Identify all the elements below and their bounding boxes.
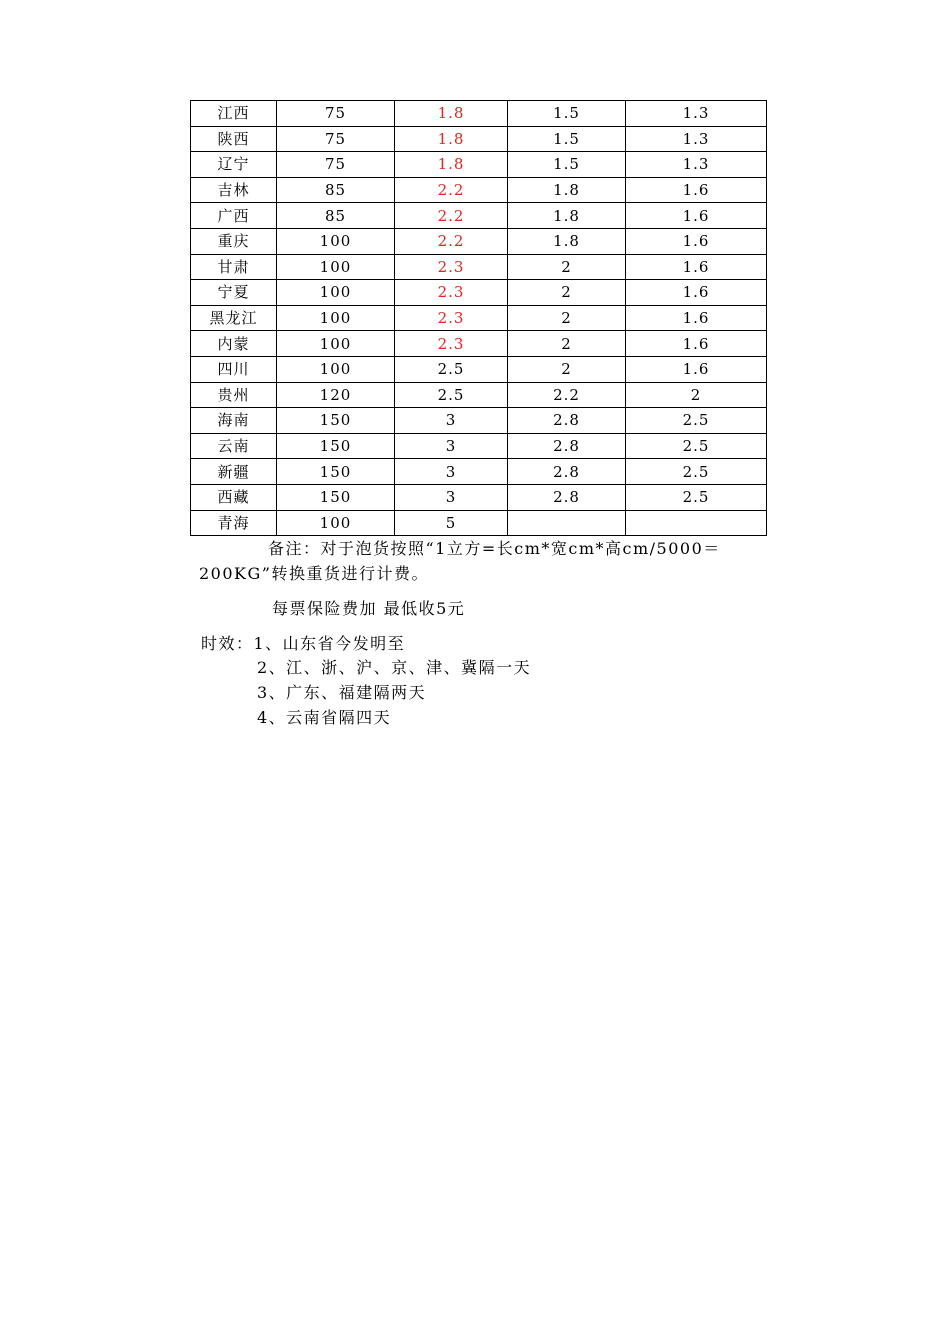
rate-cell-a: 3 bbox=[395, 459, 508, 485]
timing-line-2: 2、江、浙、沪、京、津、冀隔一天 bbox=[257, 658, 532, 677]
rate-cell-c: 1.6 bbox=[626, 203, 767, 229]
rate-cell-b: 2 bbox=[508, 356, 626, 382]
rate-cell-b: 1.5 bbox=[508, 126, 626, 152]
first-weight-cell: 100 bbox=[277, 331, 395, 357]
rate-cell-b: 2.2 bbox=[508, 382, 626, 408]
first-weight-cell: 75 bbox=[277, 152, 395, 178]
rate-cell-c: 1.6 bbox=[626, 177, 767, 203]
rate-cell-a: 1.8 bbox=[395, 126, 508, 152]
province-cell: 海南 bbox=[191, 408, 277, 434]
province-cell: 江西 bbox=[191, 101, 277, 127]
rate-cell-b: 2 bbox=[508, 331, 626, 357]
table-row bbox=[191, 331, 767, 357]
table-row bbox=[191, 408, 767, 434]
table-row bbox=[191, 433, 767, 459]
province-cell: 辽宁 bbox=[191, 152, 277, 178]
rate-cell-a: 1.8 bbox=[395, 101, 508, 127]
rate-cell-a: 2.2 bbox=[395, 228, 508, 254]
rate-cell-c: 1.6 bbox=[626, 356, 767, 382]
province-cell: 甘肃 bbox=[191, 254, 277, 280]
table-row bbox=[191, 280, 767, 306]
rate-cell-b: 2.8 bbox=[508, 408, 626, 434]
rate-cell-c: 1.3 bbox=[626, 126, 767, 152]
table-row bbox=[191, 510, 767, 536]
rate-cell-c: 1.6 bbox=[626, 228, 767, 254]
rate-cell-a: 3 bbox=[395, 484, 508, 510]
first-weight-cell: 150 bbox=[277, 484, 395, 510]
table-row bbox=[191, 459, 767, 485]
rate-cell-b: 2 bbox=[508, 305, 626, 331]
rate-cell-a: 5 bbox=[395, 510, 508, 536]
first-weight-cell: 100 bbox=[277, 280, 395, 306]
first-weight-cell: 85 bbox=[277, 203, 395, 229]
rate-cell-a: 2.5 bbox=[395, 356, 508, 382]
rate-cell-b bbox=[508, 510, 626, 536]
table-row bbox=[191, 228, 767, 254]
rate-cell-a: 2.3 bbox=[395, 254, 508, 280]
province-cell: 贵州 bbox=[191, 382, 277, 408]
rate-cell-a: 2.2 bbox=[395, 203, 508, 229]
first-weight-cell: 75 bbox=[277, 101, 395, 127]
timing-line-4: 4、云南省隔四天 bbox=[257, 708, 392, 727]
rate-cell-a: 2.3 bbox=[395, 280, 508, 306]
first-weight-cell: 120 bbox=[277, 382, 395, 408]
rate-cell-b: 2 bbox=[508, 254, 626, 280]
first-weight-cell: 75 bbox=[277, 126, 395, 152]
province-cell: 四川 bbox=[191, 356, 277, 382]
province-cell: 广西 bbox=[191, 203, 277, 229]
first-weight-cell: 150 bbox=[277, 459, 395, 485]
first-weight-cell: 100 bbox=[277, 254, 395, 280]
table-row bbox=[191, 305, 767, 331]
rate-cell-a: 2.2 bbox=[395, 177, 508, 203]
rate-cell-b: 1.8 bbox=[508, 177, 626, 203]
rate-cell-c: 2.5 bbox=[626, 484, 767, 510]
first-weight-cell: 85 bbox=[277, 177, 395, 203]
first-weight-cell: 100 bbox=[277, 510, 395, 536]
rate-cell-b: 2.8 bbox=[508, 433, 626, 459]
rate-cell-c: 1.6 bbox=[626, 331, 767, 357]
province-cell: 陕西 bbox=[191, 126, 277, 152]
timing-line-1: 时效：1、山东省今发明至 bbox=[201, 634, 406, 653]
table-row bbox=[191, 203, 767, 229]
rate-cell-b: 1.5 bbox=[508, 152, 626, 178]
rate-table bbox=[190, 100, 767, 536]
insurance-note: 每票保险费加 最低收5元 bbox=[272, 599, 466, 618]
rate-cell-b: 1.5 bbox=[508, 101, 626, 127]
first-weight-cell: 100 bbox=[277, 305, 395, 331]
province-cell: 重庆 bbox=[191, 228, 277, 254]
rate-cell-a: 2.3 bbox=[395, 305, 508, 331]
first-weight-cell: 150 bbox=[277, 408, 395, 434]
table-row bbox=[191, 126, 767, 152]
table-row bbox=[191, 382, 767, 408]
province-cell: 内蒙 bbox=[191, 331, 277, 357]
rate-cell-c bbox=[626, 510, 767, 536]
rate-cell-c: 1.6 bbox=[626, 305, 767, 331]
rate-table-body bbox=[191, 101, 767, 536]
rate-cell-a: 1.8 bbox=[395, 152, 508, 178]
province-cell: 新疆 bbox=[191, 459, 277, 485]
table-row bbox=[191, 177, 767, 203]
rate-cell-b: 2.8 bbox=[508, 484, 626, 510]
rate-cell-a: 3 bbox=[395, 433, 508, 459]
rate-cell-c: 1.3 bbox=[626, 152, 767, 178]
rate-cell-c: 2.5 bbox=[626, 408, 767, 434]
rate-cell-c: 1.3 bbox=[626, 101, 767, 127]
rate-cell-c: 1.6 bbox=[626, 254, 767, 280]
table-row bbox=[191, 356, 767, 382]
table-row bbox=[191, 101, 767, 127]
remark-line-1: 备注：对于泡货按照“1立方=长cm*宽cm*高cm/5000＝ bbox=[268, 539, 721, 558]
rate-cell-a: 2.5 bbox=[395, 382, 508, 408]
rate-cell-c: 2.5 bbox=[626, 433, 767, 459]
table-row bbox=[191, 254, 767, 280]
timing-line-3: 3、广东、福建隔两天 bbox=[257, 683, 427, 702]
rate-cell-b: 2.8 bbox=[508, 459, 626, 485]
rate-cell-c: 2.5 bbox=[626, 459, 767, 485]
rate-cell-c: 1.6 bbox=[626, 280, 767, 306]
rate-cell-a: 3 bbox=[395, 408, 508, 434]
first-weight-cell: 150 bbox=[277, 433, 395, 459]
rate-cell-b: 1.8 bbox=[508, 203, 626, 229]
rate-cell-c: 2 bbox=[626, 382, 767, 408]
rate-cell-a: 2.3 bbox=[395, 331, 508, 357]
province-cell: 黑龙江 bbox=[191, 305, 277, 331]
table-row bbox=[191, 484, 767, 510]
province-cell: 西藏 bbox=[191, 484, 277, 510]
first-weight-cell: 100 bbox=[277, 356, 395, 382]
remark-line-2: 200KG”转换重货进行计费。 bbox=[199, 564, 429, 583]
province-cell: 云南 bbox=[191, 433, 277, 459]
first-weight-cell: 100 bbox=[277, 228, 395, 254]
province-cell: 宁夏 bbox=[191, 280, 277, 306]
province-cell: 青海 bbox=[191, 510, 277, 536]
rate-cell-b: 2 bbox=[508, 280, 626, 306]
rate-cell-b: 1.8 bbox=[508, 228, 626, 254]
province-cell: 吉林 bbox=[191, 177, 277, 203]
table-row bbox=[191, 152, 767, 178]
